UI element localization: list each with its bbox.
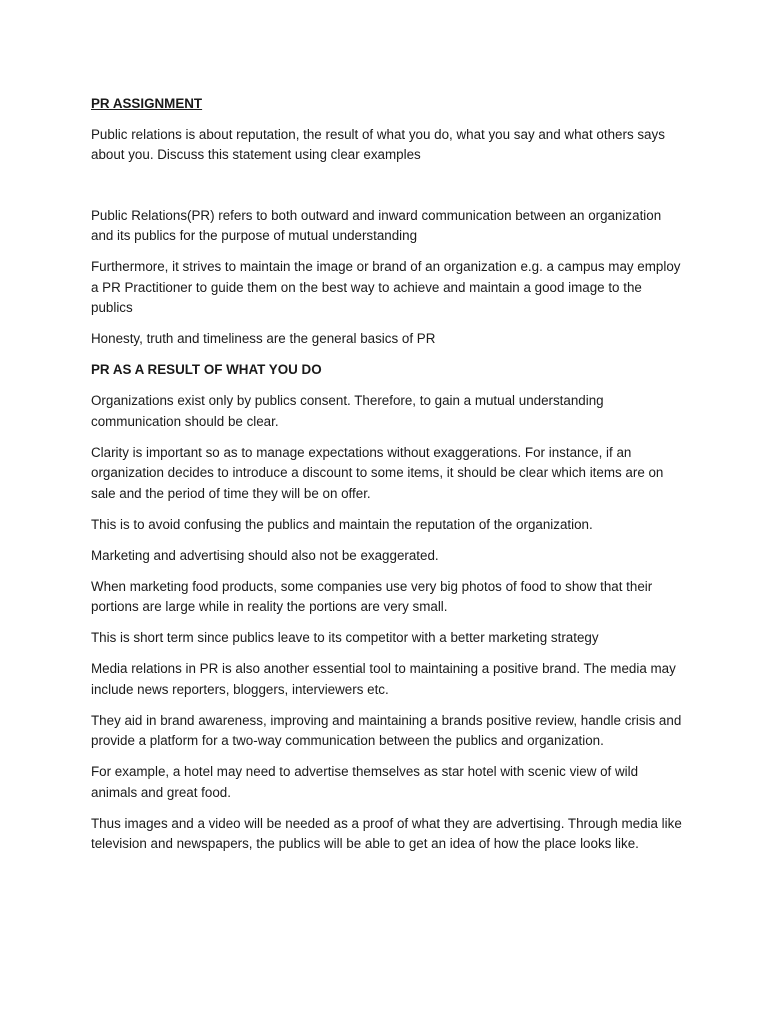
document-body bbox=[91, 94, 686, 865]
paragraph: Media relations in PR is also another essential tool to maintaining a positive brand. The media may include news reporters, bloggers, interviewers etc. bbox=[91, 661, 676, 697]
paragraph: Organizations exist only by publics consent. Therefore, to gain a mutual understanding communication should be clear. bbox=[91, 393, 604, 429]
paragraph: Honesty, truth and timeliness are the general basics of PR bbox=[91, 331, 436, 346]
document-title: PR ASSIGNMENT bbox=[91, 96, 203, 111]
paragraph: Thus images and a video will be needed as a proof of what they are advertising. Through media like television and newspapers, the publics will be able to get an idea of how the place looks like. bbox=[91, 815, 682, 851]
section-heading: PR AS A RESULT OF WHAT YOU DO bbox=[91, 362, 322, 377]
paragraph: Furthermore, it strives to maintain the image or brand of an organization e.g. a campus may employ a PR Practitioner to guide them on the best way to achieve and maintain a good image to the publics bbox=[91, 259, 681, 315]
paragraph: Public Relations(PR) refers to both outward and inward communication between an organization and its publics for the purpose of mutual understanding bbox=[91, 207, 662, 243]
paragraph: This is to avoid confusing the publics and maintain the reputation of the organization. bbox=[91, 516, 593, 532]
assignment-question: Public relations is about reputation, the result of what you do, what you say and what others says about you. Discuss this statement using clear examples bbox=[91, 126, 665, 162]
paragraph: This is short term since publics leave to its competitor with a better marketing strategy bbox=[91, 630, 599, 645]
paragraph: They aid in brand awareness, improving and maintaining a brands positive review, handle crisis and provide a platform for a two-way communication between the publics and organization. bbox=[91, 712, 682, 748]
paragraph: For example, a hotel may need to advertise themselves as star hotel with scenic view of wild animals and great food. bbox=[91, 764, 639, 800]
paragraph: Clarity is important so as to manage expectations without exaggerations. For instance, if an organization decides to introduce a discount to some items, it should be clear which items are on sale and the period of time they will be on offer. bbox=[91, 444, 664, 501]
paragraph: Marketing and advertising should also not be exaggerated. bbox=[91, 547, 439, 563]
paragraph: When marketing food products, some companies use very big photos of food to show that their portions are large while in reality the portions are very small. bbox=[91, 578, 653, 614]
